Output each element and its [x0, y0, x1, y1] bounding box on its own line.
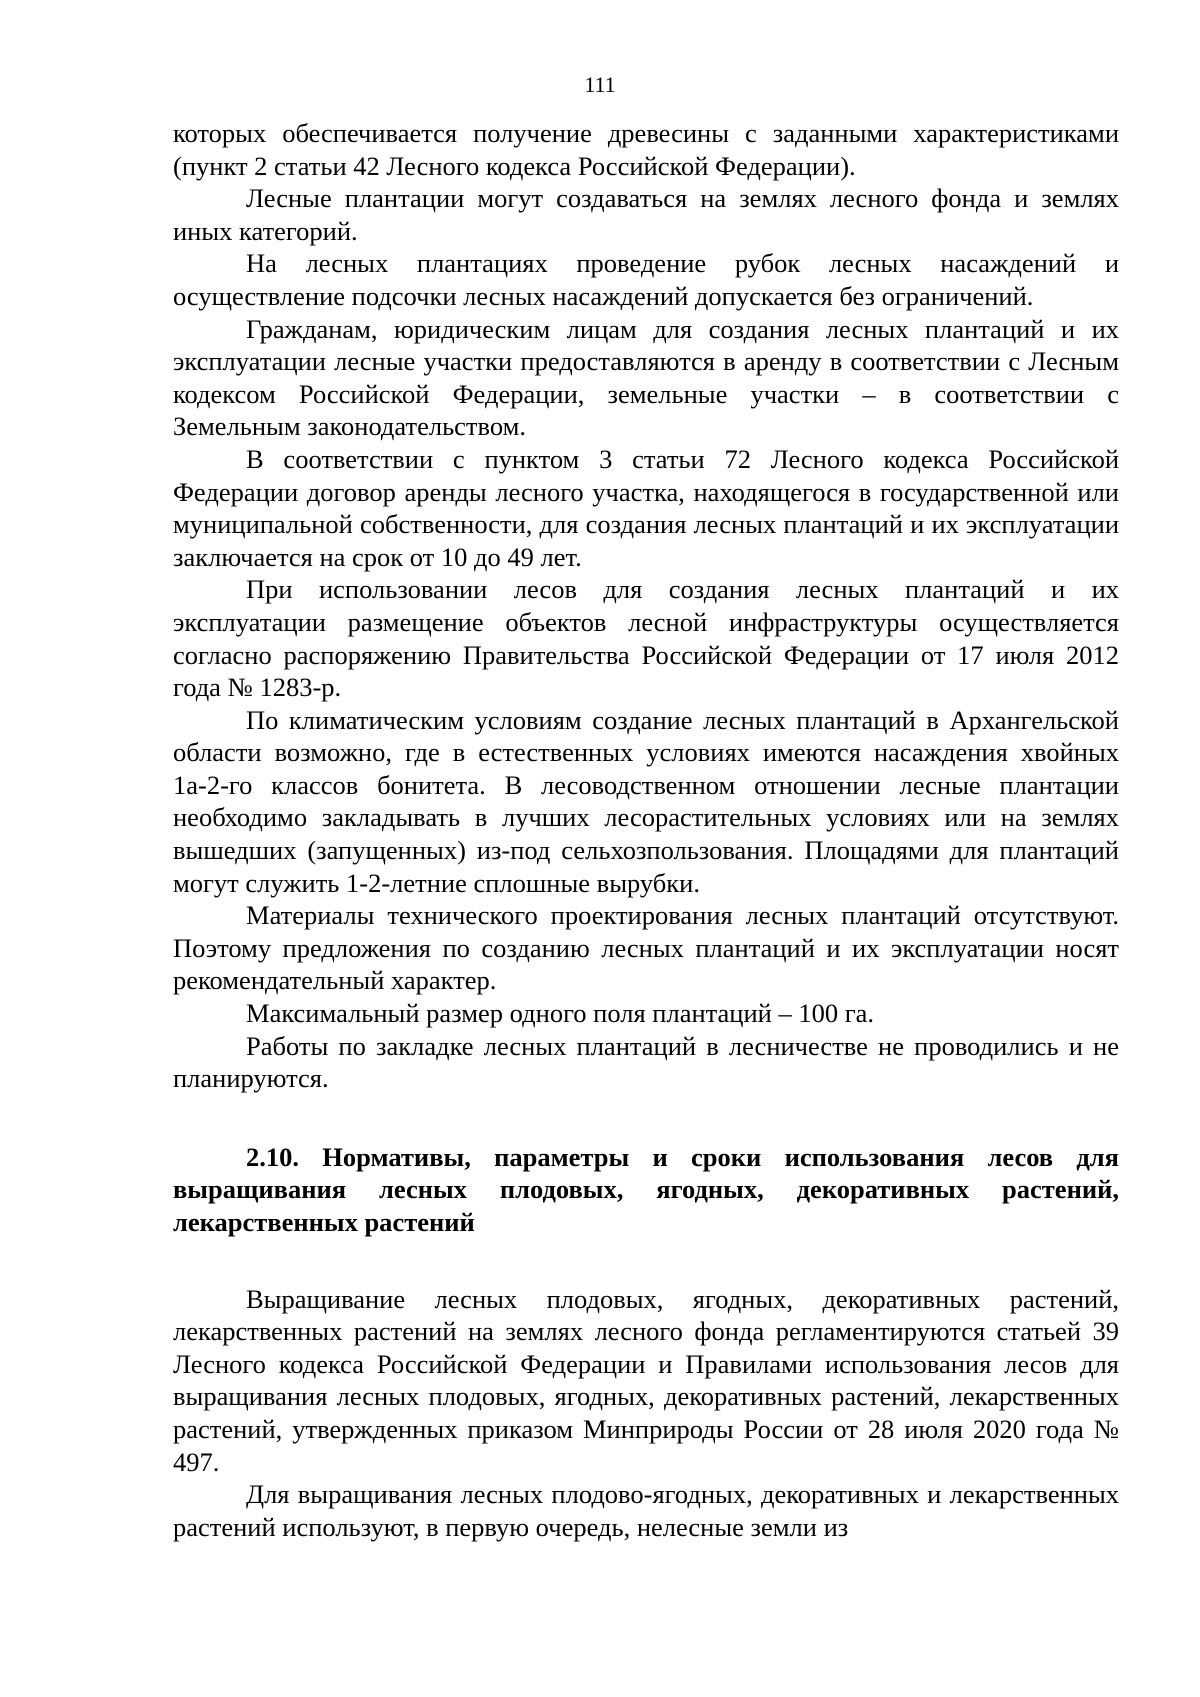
paragraph: По климатическим условиям создание лесных плантаций в Архангельской области возможно, где в естественных условиях имеются насаждения хвойных 1а-2-го классов бонитета. В лесоводственном отношении лесные плантации необходимо закладывать в лучших лесорастительных условиях или на землях вышедших (запущенных) из-под сельхозпользования. Площадями для плантаций могут служить 1-2-летние сплошные вырубки.: [173, 704, 1119, 898]
paragraph: Выращивание лесных плодовых, ягодных, декоративных растений, лекарственных растений на землях лесного фонда регламентируются статьей 39 Лесного кодекса Российской Федерации и Правилами использования лесов для выращивания лесных плодовых, ягодных, декоративных растений, лекарственных растений, утвержденных приказом Минприроды России от 28 июля 2020 года № 497.: [173, 1283, 1119, 1477]
section-heading: 2.10. Нормативы, параметры и сроки использования лесов для выращивания лесных плодовых, ягодных, декоративных растений, лекарственных растений: [173, 1141, 1119, 1237]
paragraph: Максимальный размер одного поля плантаций – 100 га.: [246, 998, 874, 1029]
paragraph: Лесные плантации могут создаваться на землях лесного фонда и землях иных категорий.: [173, 183, 1119, 246]
document-body: [173, 117, 1119, 1543]
paragraph: При использовании лесов для создания лесных плантаций и их эксплуатации размещение объектов лесной инфраструктуры осуществляется согласно распоряжению Правительства Российской Федерации от 17 июля 2012 года № 1283-р.: [173, 574, 1119, 703]
paragraph: На лесных плантациях проведение рубок лесных насаждений и осуществление подсочки лесных насаждений допускается без ограничений.: [173, 248, 1119, 311]
paragraph: Работы по закладке лесных плантаций в лесничестве не проводились и не планируются.: [173, 1030, 1119, 1094]
paragraph: Для выращивания лесных плодово-ягодных, декоративных и лекарственных растений используют, в первую очередь, нелесные земли из: [173, 1479, 1119, 1542]
paragraph: которых обеспечивается получение древесины с заданными характеристиками (пункт 2 статьи 42 Лесного кодекса Российской Федерации).: [173, 118, 1119, 181]
paragraph: Гражданам, юридическим лицам для создания лесных плантаций и их эксплуатации лесные участки предоставляются в аренду в соответствии с Лесным кодексом Российской Федерации, земельные участки – в соответствии с Земельным законодательством.: [173, 313, 1119, 442]
paragraph: Материалы технического проектирования лесных плантаций отсутствуют. Поэтому предложения по созданию лесных плантаций и их эксплуатации носят рекомендательный характер.: [173, 900, 1119, 996]
paragraph: В соответствии с пунктом 3 статьи 72 Лесного кодекса Российской Федерации договор аренды лесного участка, находящегося в государственной или муниципальной собственности, для создания лесных плантаций и их эксплуатации заключается на срок от 10 до 49 лет.: [173, 443, 1119, 572]
page-number: 111: [584, 72, 616, 97]
